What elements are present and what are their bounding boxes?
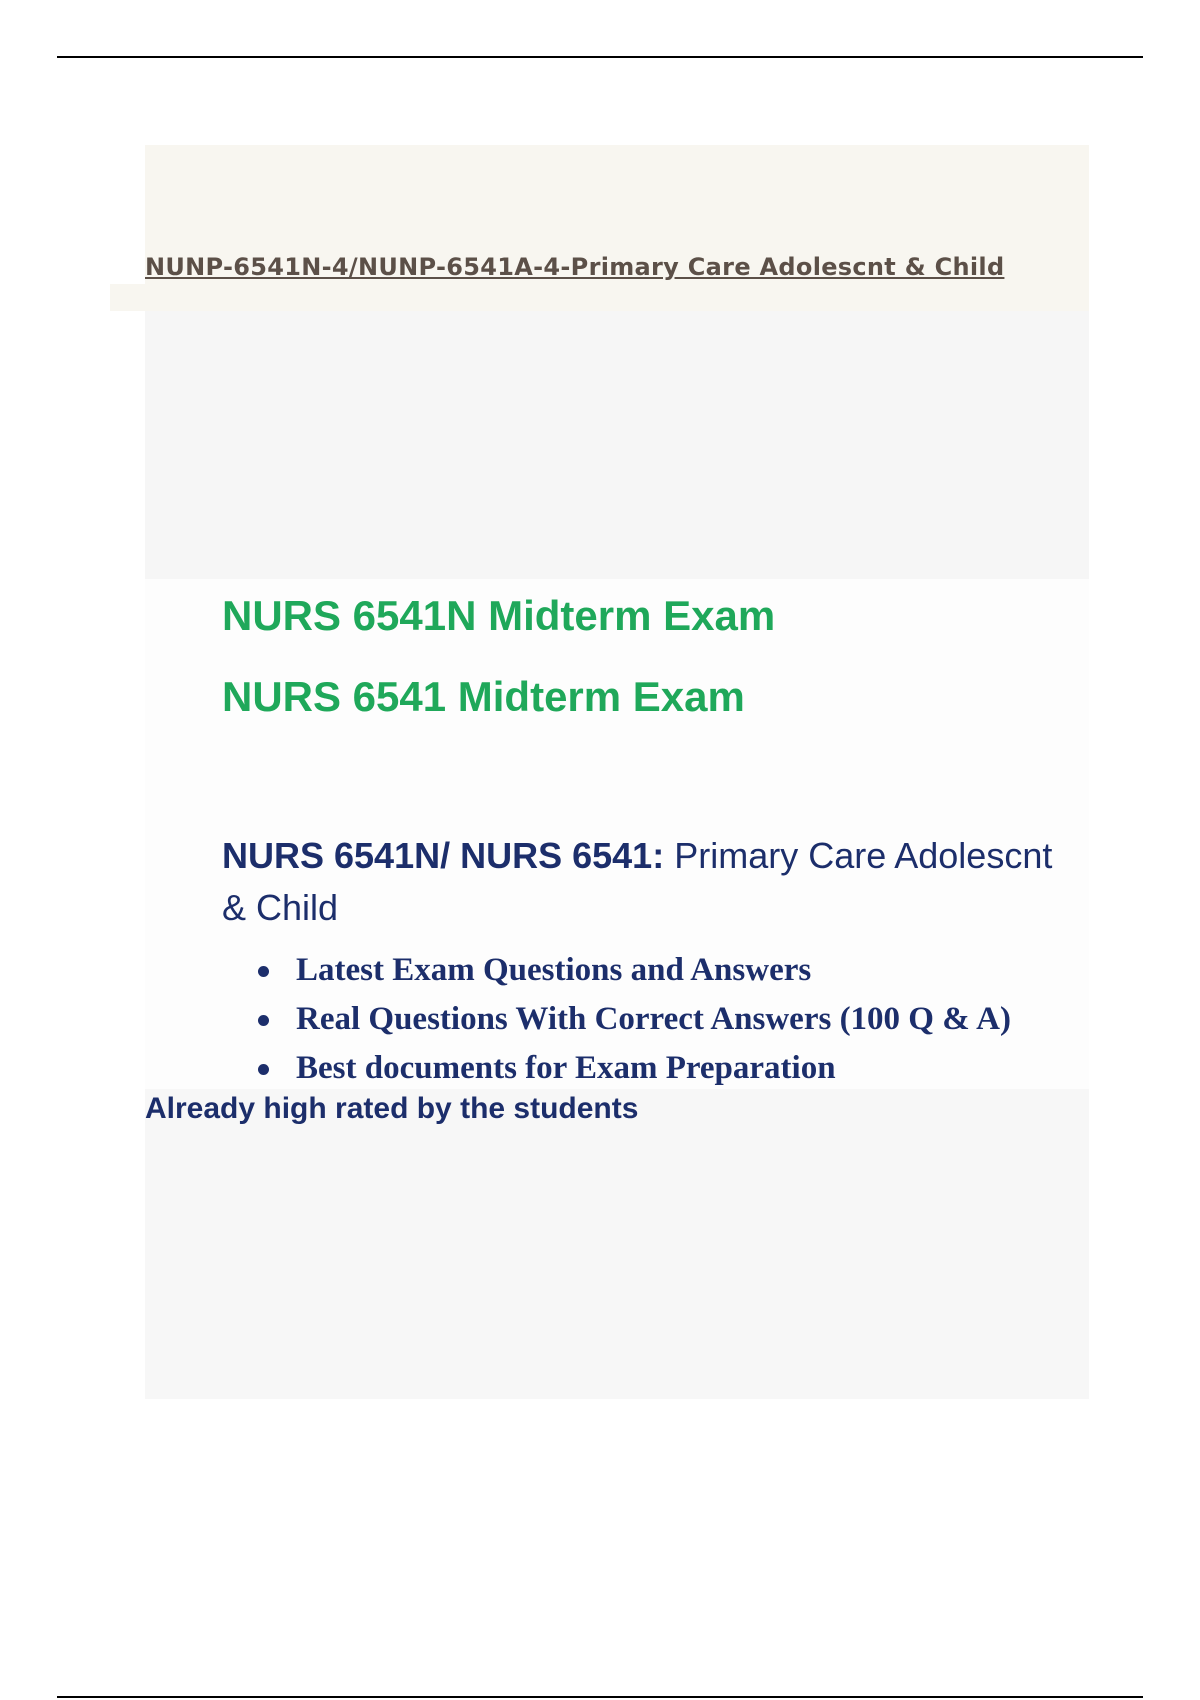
course-name: Primary Care Adolescnt & Child (222, 835, 1053, 928)
cover-background (145, 311, 1089, 579)
feature-list (222, 946, 1011, 1093)
bottom-rule (57, 1696, 1143, 1698)
header-background (145, 145, 1089, 311)
course-code: NURS 6541N/ NURS 6541: (222, 835, 665, 876)
tagline: Already high rated by the students (145, 1092, 639, 1125)
footer-background (145, 1089, 1089, 1399)
exam-title-secondary: NURS 6541 Midterm Exam (222, 673, 745, 720)
feature-text: Latest Exam Questions and Answers (296, 952, 812, 988)
list-item (222, 995, 1011, 1044)
feature-text: Best documents for Exam Preparation (296, 1050, 836, 1086)
bullet-icon (258, 1064, 269, 1075)
course-heading (222, 830, 1082, 934)
course-link[interactable]: NUNP-6541N-4/NUNP-6541A-4-Primary Care Adolescnt & Child (145, 253, 1005, 281)
exam-title-primary: NURS 6541N Midterm Exam (222, 592, 776, 639)
bullet-icon (258, 1015, 269, 1026)
feature-text: Real Questions With Correct Answers (100 Q & A) (296, 1001, 1011, 1037)
list-item (222, 946, 1011, 995)
header-background-tab (110, 284, 150, 311)
top-rule (57, 56, 1143, 58)
bullet-icon (258, 966, 269, 977)
list-item (222, 1044, 1011, 1093)
